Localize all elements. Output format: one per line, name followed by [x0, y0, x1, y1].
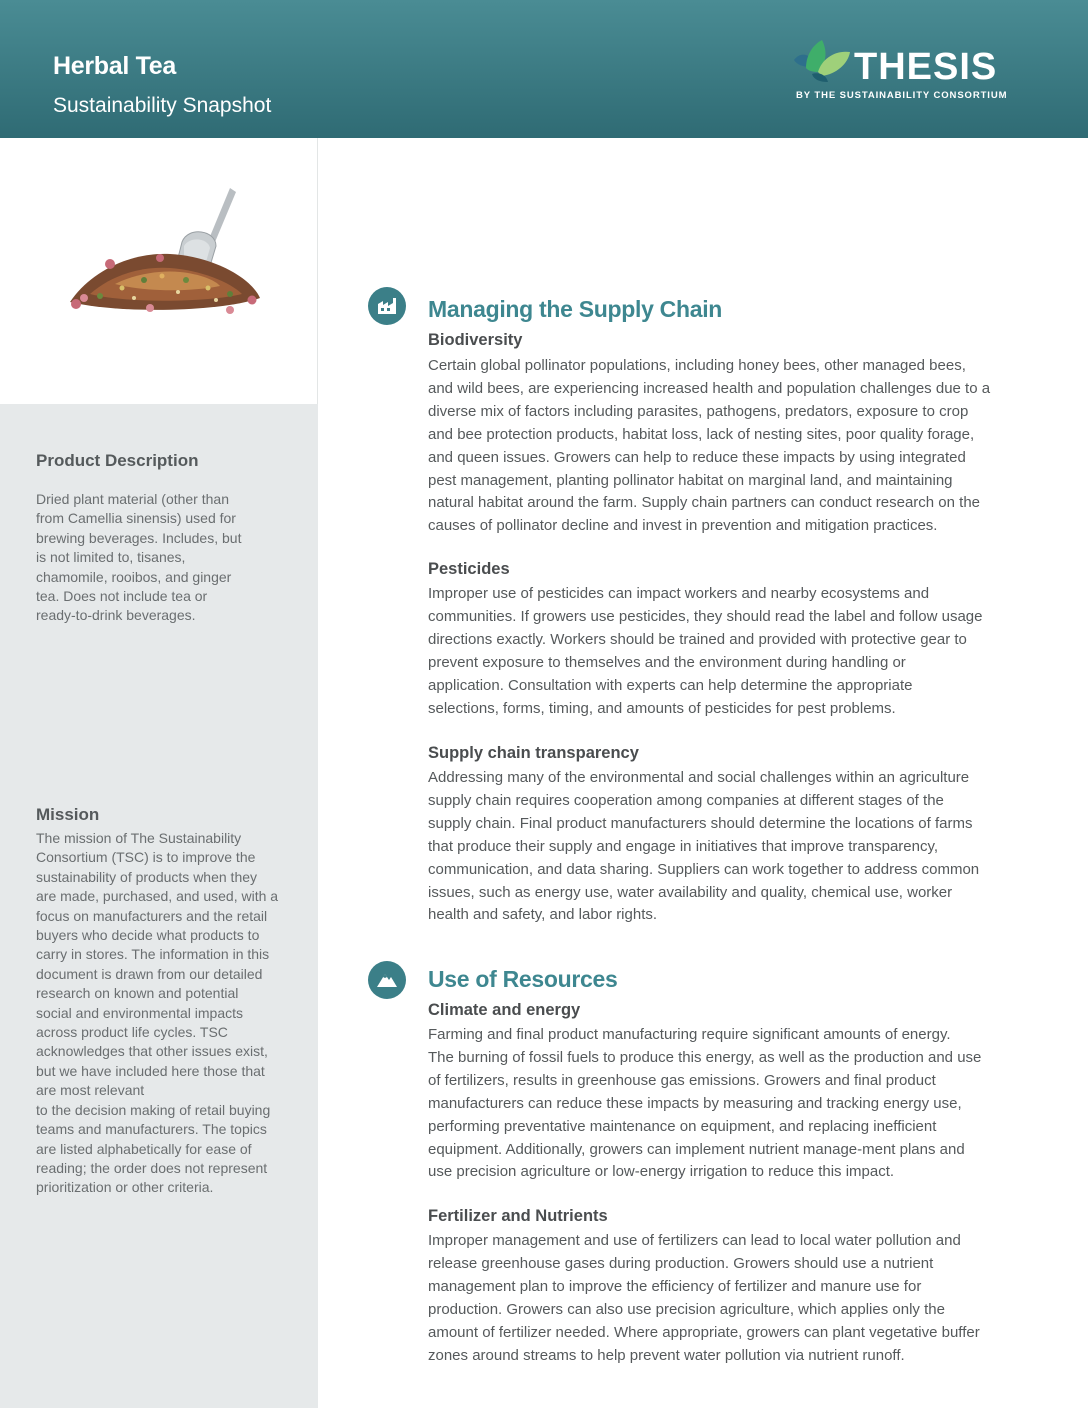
herbal-tea-image	[60, 180, 270, 350]
section-title-supply-chain: Managing the Supply Chain	[428, 296, 723, 322]
section-title-use-of-resources: Use of Resources	[428, 966, 618, 992]
page-header	[0, 0, 1088, 138]
page-subtitle: Sustainability Snapshot	[53, 94, 272, 117]
leaf-logo-icon	[792, 38, 856, 84]
mission-heading: Mission	[36, 805, 100, 824]
factory-icon	[368, 287, 406, 325]
mission-text: The mission of The Sustainability Consortium (TSC) is to improve the sustainability of products when they are made, purchased, and used, with a focus on manufacturers and the retail buyers who decide what products to carry in stores. The information in this document is drawn from our detailed research on known and potential social and environmental impacts across product life cycles. TSC acknowledges that other issues exist, but we have included here those that are most relevant to the decision making of retail buying teams and manufacturers. The topics are listed alphabetically for ease of reading; the order does not represent prioritization or other criteria.	[36, 830, 279, 1196]
product-description-text: Dried plant material (other than from Camellia sinensis) used for brewing beverages. Includes, but is not limited to, tisanes, chamomile, rooibos, and ginger tea. Does not include tea or ready-to-drink beverages.	[36, 491, 242, 624]
topic-heading-fertilizer-nutrients: Fertilizer and Nutrients	[428, 1207, 608, 1225]
topic-text-fertilizer-nutrients: Improper management and use of fertilizers can lead to local water pollution and release greenhouse gases during production. Growers should use a nutrient management plan to improve the efficiency of fertilizer and manure use for production. Growers can also use precision agriculture, which applies only the amount of fertilizer needed. Where appropriate, growers can plant vegetative buffer zones around streams to help prevent water pollution via nutrient runoff.	[428, 1232, 980, 1364]
brand-logo	[792, 38, 1032, 108]
topic-text-biodiversity: Certain global pollinator populations, including honey bees, other managed bees, and wild bees, are experiencing increased health and population challenges due to a diverse mix of factors including parasites, pathogens, predators, exposure to crop and bee protection products, habitat loss, lack of nesting sites, poor quality forage, and queen issues. Growers can help to reduce these impacts by using integrated pest management, planting pollinator habitat on marginal land, and maintaining natural habitat around the farm. Supply chain partners can conduct research on the causes of pollinator decline and invest in prevention and mitigation practices.	[428, 357, 991, 535]
brand-tagline: BY THE SUSTAINABILITY CONSORTIUM	[796, 90, 1008, 101]
topic-heading-supply-chain-transparency: Supply chain transparency	[428, 744, 639, 762]
brand-name: THESIS	[854, 46, 998, 88]
product-description-heading: Product Description	[36, 451, 199, 470]
topic-text-climate-energy: Farming and final product manufacturing require significant amounts of energy. The burning of fossil fuels to produce this energy, as well as the production and use of fertilizers, results in greenhouse gas emissions. Growers and final product manufacturers can reduce these impacts by measuring and tracking energy use, performing preventative maintenance on equipment, and replacing inefficient equipment. Additionally, growers can implement nutrient manage-ment plans and use precision agriculture or low-energy irrigation to reduce this impact.	[428, 1026, 982, 1181]
page-title: Herbal Tea	[53, 52, 176, 80]
mountain-icon	[368, 961, 406, 999]
topic-text-supply-chain-transparency: Addressing many of the environmental and social challenges within an agriculture supply chain requires cooperation among companies at different stages of the supply chain. Final product manufacturers should determine the locations of farms that produce their supply and engage in initiatives that improve transparency, communication, and data sharing. Suppliers can work together to address common issues, such as energy use, water availability and quality, chemical use, worker health and safety, and labor rights.	[428, 769, 980, 924]
topic-heading-biodiversity: Biodiversity	[428, 331, 523, 349]
topic-heading-climate-energy: Climate and energy	[428, 1001, 581, 1019]
topic-heading-pesticides: Pesticides	[428, 560, 510, 578]
topic-text-pesticides: Improper use of pesticides can impact workers and nearby ecosystems and communities. If growers use pesticides, they should read the label and follow usage directions exactly. Workers should be trained and provided with protective gear to prevent exposure to themselves and the environment during handling or application. Consultation with experts can help determine the appropriate selections, forms, timing, and amounts of pesticides for pest problems.	[428, 585, 983, 717]
column-divider	[317, 138, 318, 404]
